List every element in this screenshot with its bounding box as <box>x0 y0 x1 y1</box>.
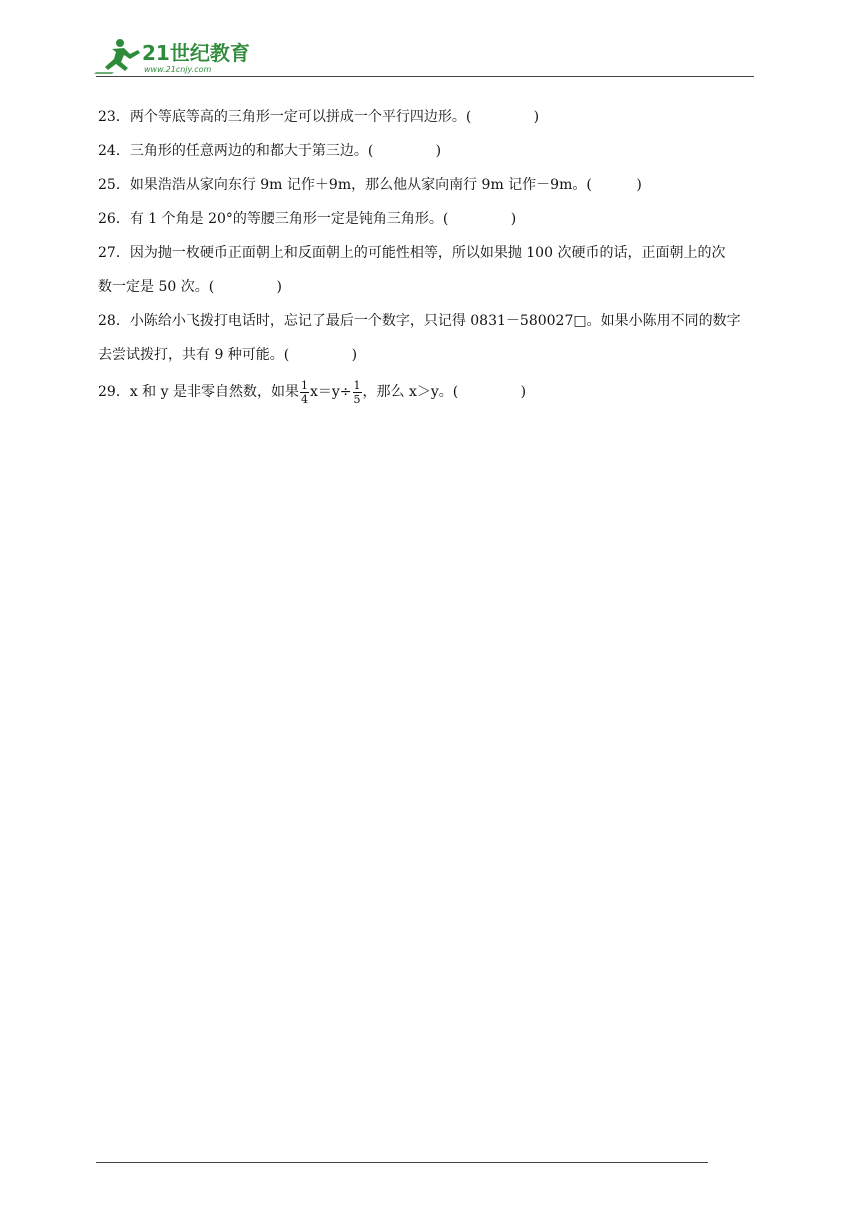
site-logo <box>94 36 264 76</box>
logo-url-text: www.21cnjy.com <box>144 65 212 74</box>
question-text-conclusion: ，那么 x＞y。( <box>362 384 459 400</box>
close-paren: ) <box>636 177 642 193</box>
answer-blank[interactable] <box>458 384 520 400</box>
question-29 <box>98 372 766 412</box>
answer-blank[interactable] <box>289 347 351 363</box>
footer-divider <box>96 1162 708 1163</box>
fraction-one-fifth <box>353 379 362 406</box>
question-text: 三角形的任意两边的和都大于第三边。( <box>129 143 374 159</box>
question-text: 小陈给小飞拨打电话时，忘记了最后一个数字，只记得 0831－580027□。如果小陈用不同的数字 <box>129 313 741 329</box>
answer-blank[interactable] <box>471 109 533 125</box>
question-text-cont: 去尝试拨打，共有 9 种可能。( <box>98 347 290 363</box>
question-text-cont: 数一定是 50 次。( <box>98 279 215 295</box>
answer-blank[interactable] <box>214 279 276 295</box>
close-paren: ) <box>351 347 358 363</box>
question-text: 两个等底等高的三角形一定可以拼成一个平行四边形。( <box>129 109 472 125</box>
fraction-one-quarter <box>300 379 309 406</box>
question-number: 23． <box>98 109 130 125</box>
runner-logo-icon <box>94 39 140 74</box>
close-paren: ) <box>510 211 517 227</box>
question-28 <box>98 304 766 372</box>
answer-blank[interactable] <box>448 211 510 227</box>
question-25 <box>98 168 766 202</box>
answer-blank[interactable] <box>373 143 435 159</box>
close-paren: ) <box>520 384 527 400</box>
fraction-numerator: 1 <box>353 378 361 392</box>
fraction-denominator: 5 <box>353 392 361 406</box>
question-text: x 和 y 是非零自然数，如果 <box>129 384 299 400</box>
fraction-denominator: 4 <box>300 392 308 406</box>
logo-brand-text: 21世纪教育 <box>142 41 250 65</box>
close-paren: ) <box>435 143 442 159</box>
question-number: 27． <box>98 245 130 261</box>
question-23 <box>98 100 766 134</box>
close-paren: ) <box>276 279 282 295</box>
question-number: 24． <box>98 143 130 159</box>
question-text-equation: x＝y÷ <box>309 384 352 400</box>
close-paren: ) <box>533 109 540 125</box>
question-27 <box>98 236 766 304</box>
answer-blank[interactable] <box>592 177 637 193</box>
question-number: 28． <box>98 313 130 329</box>
question-24 <box>98 134 766 168</box>
question-26 <box>98 202 766 236</box>
question-number: 25． <box>98 177 130 193</box>
header-divider <box>96 76 754 77</box>
question-text: 因为抛一枚硬币正面朝上和反面朝上的可能性相等，所以如果抛 100 次硬币的话，正面朝上的次 <box>129 245 726 261</box>
question-number: 26． <box>98 211 130 227</box>
question-number: 29． <box>98 384 130 400</box>
fraction-numerator: 1 <box>300 378 308 392</box>
question-list <box>98 100 766 412</box>
question-text: 如果浩浩从家向东行 9m 记作＋9m，那么他从家向南行 9m 记作－9m。( <box>129 177 592 193</box>
question-text: 有 1 个角是 20°的等腰三角形一定是钝角三角形。( <box>129 211 449 227</box>
